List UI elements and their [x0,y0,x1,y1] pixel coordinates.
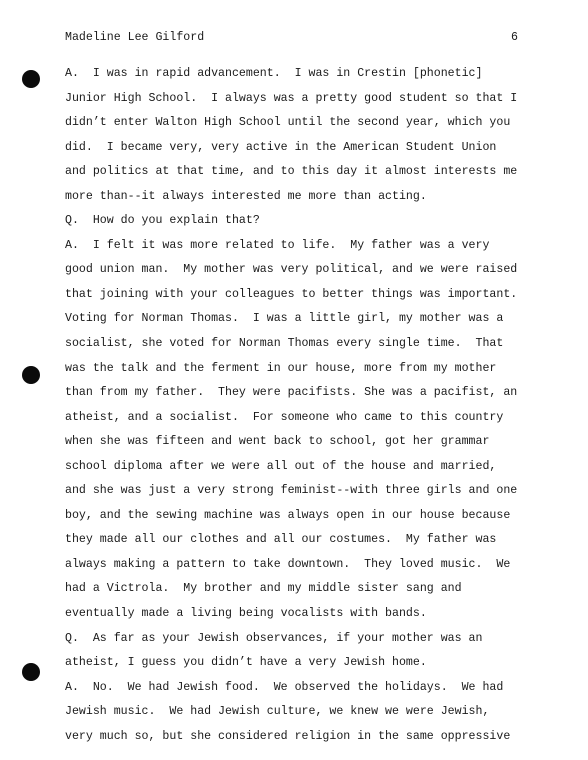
transcript-line: did. I became very, very active in the American Student Union [65,140,497,154]
transcript-line: good union man. My mother was very political, and we were raised [65,263,518,277]
page-header [65,31,518,47]
transcript-line: Voting for Norman Thomas. I was a little girl, my mother was a [65,312,504,326]
transcript-line: socialist, she voted for Norman Thomas every single time. That [65,337,504,351]
transcript-line: they made all our clothes and all our costumes. My father was [65,533,497,547]
transcript-line: Jewish music. We had Jewish culture, we knew we were Jewish, [65,705,490,719]
transcript-line: that joining with your colleagues to better things was important. [65,287,518,301]
transcript-line: had a Victrola. My brother and my middle sister sang and [65,582,462,596]
transcript-line: eventually made a living being vocalists with bands. [65,607,427,621]
binder-hole [22,366,40,384]
transcript-line: boy, and the sewing machine was always open in our house because [65,508,511,522]
transcript-line: didn’t enter Walton High School until the second year, which you [65,116,511,130]
transcript-line: Q. How do you explain that? [65,214,260,228]
transcript-line: school diploma after we were all out of the house and married, [65,459,497,473]
transcript-line: when she was fifteen and went back to school, got her grammar [65,435,490,449]
transcript-line: atheist, I guess you didn’t have a very Jewish home. [65,656,427,670]
interviewee-name: Madeline Lee Gilford [65,31,205,44]
transcript-line: A. I was in rapid advancement. I was in Crestin [phonetic] [65,67,483,80]
transcript-body [65,62,535,749]
transcript-line: A. I felt it was more related to life. My father was a very [65,238,490,252]
transcript-line: more than--it always interested me more than acting. [65,189,427,203]
transcript-line: always making a pattern to take downtown. They loved music. We [65,557,511,571]
binder-hole [22,663,40,681]
transcript-line: A. No. We had Jewish food. We observed the holidays. We had [65,680,504,694]
transcript-line: Q. As far as your Jewish observances, if your mother was an [65,631,483,645]
page-number: 6 [511,31,518,44]
transcript-line: was the talk and the ferment in our house, more from my mother [65,361,497,375]
transcript-line: very much so, but she considered religion in the same oppressive [65,729,511,743]
transcript-line: and she was just a very strong feminist--with three girls and one [65,484,518,498]
transcript-line: atheist, and a socialist. For someone who came to this country [65,410,504,424]
binder-hole [22,70,40,88]
transcript-line: than from my father. They were pacifists. She was a pacifist, an [65,386,518,400]
transcript-line: Junior High School. I always was a pretty good student so that I [65,91,518,105]
transcript-line: and politics at that time, and to this day it almost interests me [65,165,518,179]
